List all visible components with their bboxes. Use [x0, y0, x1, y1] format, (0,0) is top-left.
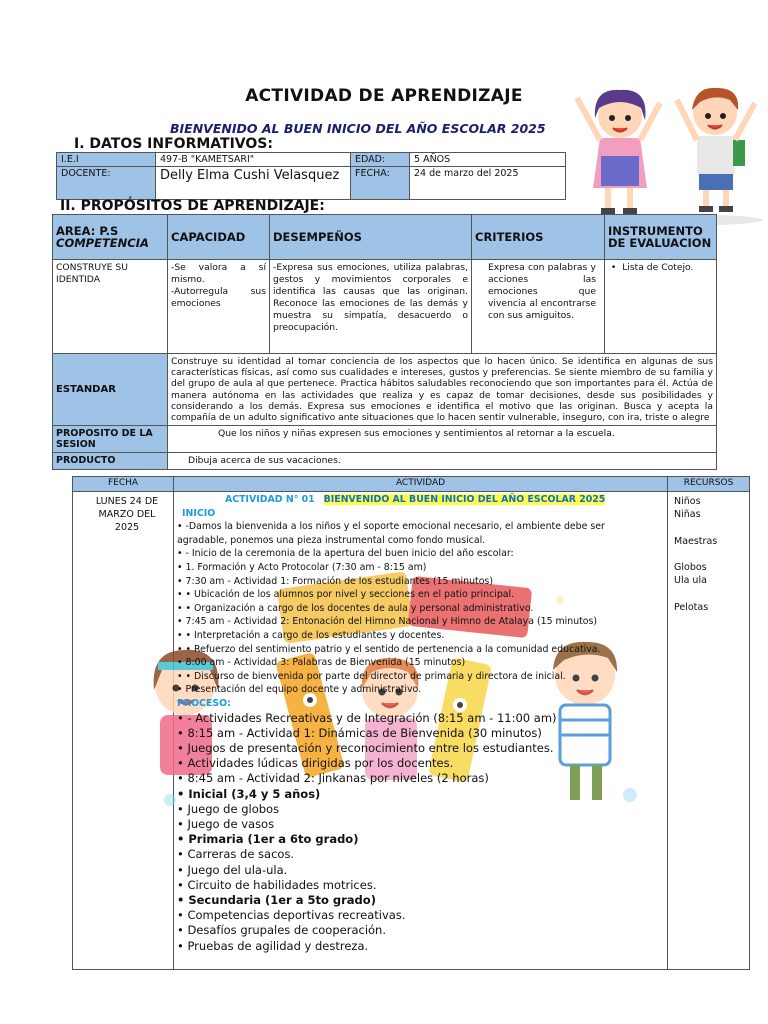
proceso-item: • Inicial (3,4 y 5 años): [177, 786, 321, 801]
criterio-cell: Expresa con palabras y acciones las emociones que vivencia al encontrarse con sus amiguitos.: [472, 260, 605, 354]
propositos-table: [52, 214, 717, 470]
proceso-item: • Juegos de presentación y reconocimiento entre los estudiantes.: [177, 740, 554, 755]
estandar-text: Construye su identidad al tomar conciencia de los aspectos que lo hacen único. Se identifica en algunas de sus características físicas, así como sus cualidades e intereses, gustos y preferencias. Se siente miembro de su familia y del grupo de aula al que pertenece. Practica hábitos saludables reconociendo que son importantes para él. Actúa de manera autónoma en las actividades que realiza y es capaz de tomar decisiones, desde sus posibilidades y considerando a los demás. Expresa sus emociones e identifica el motivo que las originan. Busca y acepta la compañía de un adulto significativo ante situaciones que lo hacen sentir vulnerable, inseguro, con ira, triste o alegre: [168, 354, 717, 426]
recurso-item: Niños: [674, 496, 701, 507]
inicio-item: • • Refuerzo del sentimiento patrio y el sentido de pertenencia a la comunidad educativa.: [177, 643, 601, 655]
recurso-item: [674, 587, 749, 600]
competencia-cell: CONSTRUYE SU IDENTIDA: [53, 260, 168, 354]
producto-label: PRODUCTO: [53, 453, 168, 470]
capacidad-item: -Se valora a sí mismo.: [171, 262, 266, 285]
proceso-item: • Primaria (1er a 6to grado): [177, 832, 359, 847]
header-competencia-label: COMPETENCIA: [56, 236, 149, 250]
header-instrumento: INSTRUMENTO DE EVALUACION: [605, 215, 717, 260]
recurso-item: Ula ula: [674, 575, 707, 587]
inicio-item: • 8:00 am - Actividad 3: Palabras de Bienvenida (15 minutos): [177, 657, 466, 669]
docente-label: DOCENTE:: [57, 167, 156, 200]
recurso-item: Niñas: [674, 509, 701, 521]
inicio-item: • • Organización a cargo de los docentes de aula y personal administrativo.: [177, 602, 534, 614]
proceso-heading: PROCESO:: [177, 697, 231, 709]
proceso-item: • Juego de globos: [177, 801, 280, 816]
activity-title: BIENVENIDO AL BUEN INICIO DEL AÑO ESCOLAR 2025: [323, 494, 606, 505]
header-area-label: AREA: P.S: [56, 224, 119, 238]
estandar-label: ESTANDAR: [53, 354, 168, 426]
recurso-item: [674, 548, 749, 561]
header-recursos: RECURSOS: [668, 477, 750, 492]
edad-value: 5 AÑOS: [410, 153, 566, 167]
proceso-item: • Circuito de habilidades motrices.: [177, 877, 377, 892]
inicio-heading: INICIO: [182, 507, 216, 519]
page-subtitle: BIENVENIDO AL BUEN INICIO DEL AÑO ESCOLAR 2025: [170, 121, 546, 136]
producto-text: Dibuja acerca de sus vacaciones.: [168, 453, 717, 470]
fecha-cell: LUNES 24 DE MARZO DEL 2025: [73, 492, 174, 970]
recurso-item: [674, 521, 749, 534]
page-title: ACTIVIDAD DE APRENDIZAJE: [245, 86, 523, 106]
header-area: [53, 215, 168, 260]
proceso-item: • Competencias deportivas recreativas.: [177, 908, 406, 923]
iei-label: I.E.I: [57, 153, 156, 167]
activity-number: ACTIVIDAD N° 01: [225, 494, 315, 505]
proceso-item: • - Actividades Recreativas y de Integración (8:15 am - 11:00 am): [177, 710, 557, 725]
inicio-item: • - Inicio de la ceremonia de la apertura del buen inicio del año escolar:: [177, 548, 514, 560]
desempeno-cell: -Expresa sus emociones, utiliza palabras, gestos y movimientos corporales e identifica las causas que las originan. Reconoce las emociones de las demás y muestra su simpatía, desacuerdo o preocupación.: [270, 260, 472, 354]
fecha-value: 24 de marzo del 2025: [410, 167, 566, 200]
header-capacidad: CAPACIDAD: [168, 215, 270, 260]
section-datos-title: I. DATOS INFORMATIVOS:: [74, 136, 273, 152]
header-criterios: CRITERIOS: [472, 215, 605, 260]
proceso-item: • Juego de vasos: [177, 816, 275, 831]
inicio-item: • Presentación del equipo docente y administrativo.: [177, 684, 422, 696]
inicio-item: agradable, ponemos una pieza instrumental como fondo musical.: [177, 534, 486, 546]
proceso-item: • Actividades lúdicas dirigidas por los docentes.: [177, 756, 454, 771]
header-actividad: ACTIVIDAD: [174, 477, 668, 492]
header-fecha: FECHA: [73, 477, 174, 492]
proceso-item: • 8:45 am - Actividad 2: Jinkanas por niveles (2 horas): [177, 771, 489, 786]
edad-label: EDAD:: [351, 153, 410, 167]
instrumento-value: Lista de Cotejo.: [622, 262, 694, 273]
proposito-label: PROPOSITO DE LA SESION: [53, 426, 168, 453]
proceso-item: • 8:15 am - Actividad 1: Dinámicas de Bienvenida (30 minutos): [177, 725, 542, 740]
inicio-item: • 1. Formación y Acto Protocolar (7:30 am - 8:15 am): [177, 561, 427, 573]
proposito-text: Que los niños y niñas expresen sus emociones y sentimientos al retornar a la escuela.: [168, 426, 717, 453]
inicio-item: • • Interpretación a cargo de los estudiantes y docentes.: [177, 629, 445, 641]
recurso-item: Pelotas: [674, 601, 709, 613]
capacidad-item: -Autorregula sus emociones: [171, 286, 266, 309]
inicio-item: • 7:30 am - Actividad 1: Formación de los estudiantes (15 minutos): [177, 575, 493, 587]
proceso-item: • Juego del ula-ula.: [177, 862, 288, 877]
proceso-item: • Pruebas de agilidad y destreza.: [177, 938, 369, 953]
inicio-item: • • Ubicación de los alumnos por nivel y secciones en el patio principal.: [177, 589, 515, 601]
iei-value: 497-B "KAMETSARI": [156, 153, 351, 167]
recurso-item: Globos: [674, 562, 707, 574]
recurso-item: Maestras: [674, 535, 718, 547]
datos-table: [56, 152, 566, 200]
inicio-item: • -Damos la bienvenida a los niños y el soporte emocional necesario, el ambiente debe ser: [177, 521, 605, 533]
actividad-cell: [174, 492, 668, 970]
recursos-cell: [668, 492, 750, 970]
capacidad-cell: [168, 260, 270, 354]
instrumento-cell: • Lista de Cotejo.: [605, 260, 717, 354]
proceso-item: • Secundaria (1er a 5to grado): [177, 892, 376, 907]
proceso-item: • Carreras de sacos.: [177, 847, 295, 862]
section-propositos-title: II. PROPÓSITOS DE APRENDIZAJE:: [60, 198, 325, 214]
header-desempenos: DESEMPEÑOS: [270, 215, 472, 260]
proceso-item: • Desafíos grupales de cooperación.: [177, 923, 386, 938]
inicio-item: • 7:45 am - Actividad 2: Entonación del Himno Nacional y Himno de Atalaya (15 minutos): [177, 616, 598, 628]
docente-value: Delly Elma Cushi Velasquez: [156, 167, 351, 200]
inicio-item: • • Discurso de bienvenida por parte del director de primaria y directora de inicial.: [177, 670, 566, 682]
fecha-label: FECHA:: [351, 167, 410, 200]
